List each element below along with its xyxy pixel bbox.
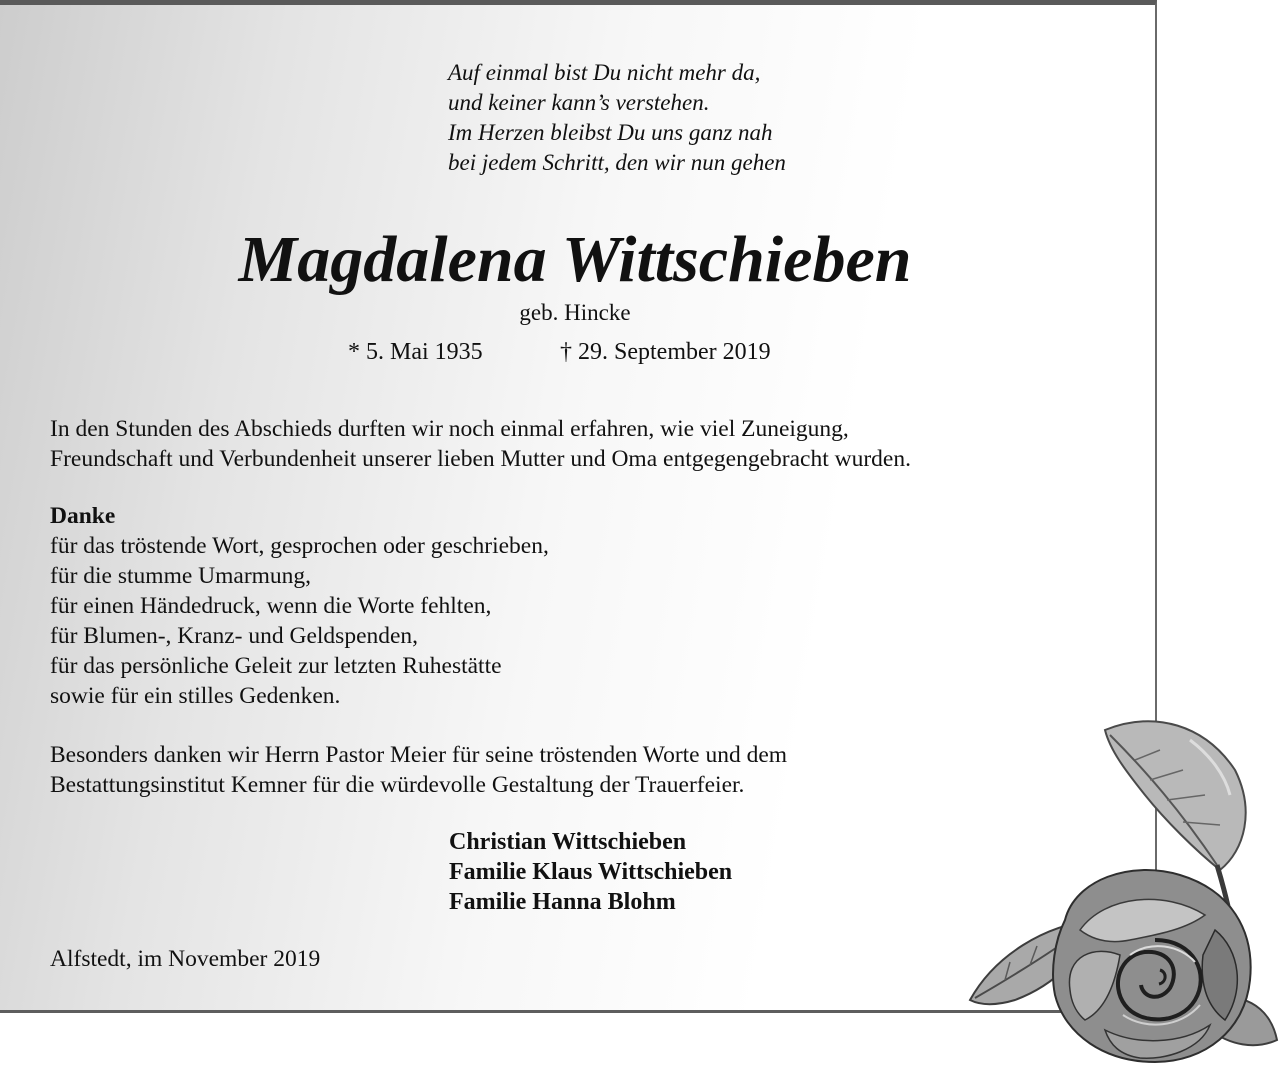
- birth-date: * 5. Mai 1935: [348, 339, 483, 365]
- special-thanks-paragraph: [50, 740, 787, 800]
- maiden-name: geb. Hincke: [519, 300, 631, 325]
- intro-line: Freundschaft und Verbundenheit unserer lieben Mutter und Oma entgegengebracht wurden.: [50, 446, 911, 472]
- thanks-line: für das persönliche Geleit zur letzten Ruhestätte: [50, 653, 502, 679]
- verse-line: und keiner kann’s verstehen.: [448, 90, 710, 115]
- verse-line: Im Herzen bleibst Du uns ganz nah: [448, 120, 773, 145]
- death-date: † 29. September 2019: [560, 339, 771, 365]
- thanks-heading: Danke: [50, 503, 116, 529]
- signer-name: Familie Klaus Wittschieben: [449, 859, 733, 885]
- signer-name: Familie Hanna Blohm: [449, 889, 676, 915]
- deceased-name: Magdalena Wittschieben: [238, 223, 912, 296]
- place-and-date: Alfstedt, im November 2019: [50, 946, 321, 972]
- intro-line: In den Stunden des Abschieds durften wir noch einmal erfahren, wie viel Zuneigung,: [50, 416, 849, 442]
- signer-name: Christian Wittschieben: [449, 829, 687, 855]
- signers-block: [449, 827, 732, 917]
- thanks-line: sowie für ein stilles Gedenken.: [50, 683, 341, 709]
- memorial-verse: [448, 58, 786, 178]
- thanks-line: für einen Händedruck, wenn die Worte fehlten,: [50, 593, 492, 619]
- rose-illustration: [955, 700, 1280, 1067]
- thanks-line: für Blumen-, Kranz- und Geldspenden,: [50, 623, 419, 649]
- intro-paragraph: [50, 414, 911, 474]
- special-thanks-line: Bestattungsinstitut Kemner für die würdevolle Gestaltung der Trauerfeier.: [50, 772, 745, 798]
- special-thanks-line: Besonders danken wir Herrn Pastor Meier für seine tröstenden Worte und dem: [50, 742, 788, 768]
- thanks-line: für die stumme Umarmung,: [50, 563, 312, 589]
- thanks-section: [50, 501, 549, 711]
- verse-line: Auf einmal bist Du nicht mehr da,: [448, 60, 761, 85]
- verse-line: bei jedem Schritt, den wir nun gehen: [448, 150, 786, 175]
- thanks-line: für das tröstende Wort, gesprochen oder geschrieben,: [50, 533, 549, 559]
